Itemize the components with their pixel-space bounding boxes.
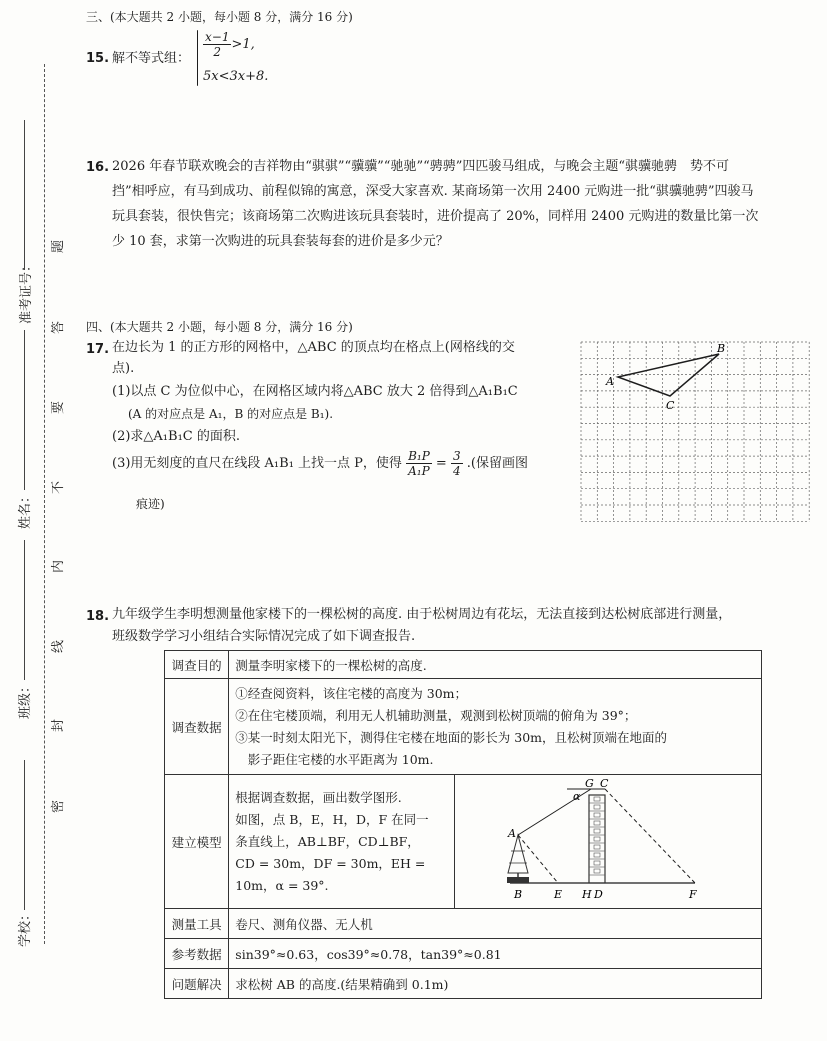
building-window <box>594 821 600 825</box>
triangle-abc <box>618 354 719 396</box>
tree-building-figure <box>455 775 753 905</box>
fraction-numerator: B₁P <box>408 449 430 463</box>
table-key: 测量工具 <box>165 909 229 939</box>
exam-id-label: 准考证号： <box>19 258 35 325</box>
question-number: 15. <box>86 51 110 66</box>
label-g: G <box>584 777 594 790</box>
data-item: 影子距住宅楼的水平距离为 10m. <box>235 751 434 767</box>
question-number: 16. <box>86 160 110 175</box>
seal-char: 线 <box>51 639 67 654</box>
label-h: H <box>581 888 592 901</box>
building-window <box>594 837 600 841</box>
section-4-header: 四、(本大题共 2 小题，每小题 8 分，满分 16 分) <box>86 320 353 334</box>
table-key: 调查数据 <box>165 679 229 775</box>
q17-part-3a: (3)用无刻度的直尺在线段 A₁B₁ 上找一点 P，使得 <box>112 456 402 471</box>
section-3-header: 三、(本大题共 2 小题，每小题 8 分，满分 16 分) <box>86 10 353 24</box>
class-line <box>24 540 25 680</box>
label-d: D <box>593 888 603 901</box>
data-item: ②在住宅楼顶端，利用无人机辅助测量，观测到松树顶端的俯角为 39°； <box>235 707 637 723</box>
label-a: A <box>507 827 516 840</box>
equals-sign: = <box>435 456 447 471</box>
seal-char: 内 <box>51 559 67 574</box>
seal-char: 密 <box>51 799 67 814</box>
label-e: E <box>553 888 562 901</box>
label-c: C <box>599 777 609 790</box>
building-window <box>594 853 600 857</box>
label-alpha: α <box>572 790 581 803</box>
grid-lines <box>581 342 809 521</box>
building-window <box>594 861 600 865</box>
model-line: CD = 30m，DF = 30m，EH = <box>235 855 426 871</box>
q15-prompt: 解不等式组： <box>112 51 191 66</box>
seal-char: 不 <box>51 480 67 495</box>
question-number: 17. <box>86 342 110 357</box>
data-item: ①经查阅资料，该住宅楼的高度为 30m； <box>235 685 468 701</box>
model-line: 10m，α = 39°. <box>235 877 329 893</box>
fraction-numerator: x−1 <box>205 30 230 44</box>
q16-line: 挡”相呼应，有马到成功、前程似锦的寓意，深受大家喜欢. 某商场第一次用 2400 元购进一批“骐骥驰骋”四骏马 <box>112 184 754 199</box>
q18-line-1: 九年级学生李明想测量他家楼下的一棵松树的高度. 由于松树周边有花坛，无法直接到达松树底部进行测量， <box>112 607 732 622</box>
q16-line: 玩具套装，很快售完；该商场第二次购进该玩具套装时，进价提高了 20%，同样用 2400 元购进的数量比第一次 <box>112 209 759 224</box>
table-value: 卷尺、测角仪器、无人机 <box>229 909 762 939</box>
flower-bed <box>507 877 529 883</box>
vertex-label-c: C <box>666 399 675 412</box>
fraction-denominator: 4 <box>452 464 461 478</box>
model-figure-cell <box>454 775 761 909</box>
sun-ray-cf <box>605 789 695 883</box>
model-line: 条直线上，AB⊥BF，CD⊥BF， <box>235 833 420 849</box>
q17-line-2: 点). <box>112 361 135 376</box>
inequality-1-rest: >1, <box>231 37 255 52</box>
q16-line: 少 10 套，求第一次购进的玩具套装每套的进价是多少元？ <box>112 234 449 249</box>
q16-text <box>112 154 822 254</box>
seal-dashed-line <box>44 64 45 944</box>
table-key: 建立模型 <box>165 775 229 909</box>
fraction <box>406 449 432 478</box>
model-line: 根据调查数据，画出数学图形. <box>235 789 402 805</box>
survey-report-table <box>164 650 762 999</box>
school-label: 学校： <box>18 907 34 948</box>
table-value: 求松树 AB 的高度.(结果精确到 0.1m) <box>229 969 762 999</box>
q16-line: 2026 年春节联欢晚会的吉祥物由“骐骐”“骥骥”“驰驰”“骋骋”四匹骏马组成，与晚会主题“骐骥驰骋 势不可 <box>112 159 730 174</box>
building <box>589 795 605 883</box>
school-line <box>24 760 25 910</box>
building-window <box>594 813 600 817</box>
fraction-denominator: 2 <box>213 45 222 59</box>
table-value: 测量李明家楼下的一棵松树的高度. <box>229 651 762 679</box>
seal-char: 答 <box>51 320 67 335</box>
seal-char: 封 <box>51 718 67 733</box>
class-label: 班级： <box>18 679 34 720</box>
vertex-label-a: A <box>606 375 614 388</box>
model-text-cell <box>229 775 455 909</box>
data-item: ③某一时刻太阳光下，测得住宅楼在地面的影长为 30m，且松树顶端在地面的 <box>235 729 668 745</box>
q17-part-3c: 痕迹) <box>136 497 165 511</box>
name-label: 姓名： <box>18 489 34 530</box>
building-window <box>594 805 600 809</box>
inequality-1 <box>203 30 255 59</box>
seal-char: 要 <box>51 400 67 415</box>
inequality-2: 5x<3x+8. <box>203 69 269 84</box>
q17-grid-figure <box>577 338 817 534</box>
tree-icon <box>508 835 528 873</box>
q17-part-1a: (1)以点 C 为位似中心，在网格区域内将△ABC 放大 2 倍得到△A₁B₁C <box>112 384 518 399</box>
q18-line-2: 班级数学学习小组结合实际情况完成了如下调查报告. <box>112 629 416 644</box>
table-value: sin39°≈0.63，cos39°≈0.78，tan39°≈0.81 <box>229 939 762 969</box>
seal-char: 题 <box>51 239 67 254</box>
fraction <box>451 449 463 478</box>
q17-part-2: (2)求△A₁B₁C 的面积. <box>112 429 240 444</box>
building-window <box>594 797 600 801</box>
building-window <box>594 845 600 849</box>
q17-line-1: 在边长为 1 的正方形的网格中，△ABC 的顶点均在格点上(网格线的交 <box>112 340 515 355</box>
model-line: 如图，点 B，E，H，D，F 在同一 <box>235 811 429 827</box>
system-brace <box>197 30 198 86</box>
table-key: 问题解决 <box>165 969 229 999</box>
name-line <box>24 330 25 490</box>
question-number: 18. <box>86 609 110 624</box>
exam-id-line <box>24 120 25 270</box>
building-windows <box>589 797 605 875</box>
table-key: 参考数据 <box>165 939 229 969</box>
q17-part-1b: (A 的对应点是 A₁，B 的对应点是 B₁). <box>128 407 334 421</box>
table-value <box>229 679 762 775</box>
fraction-numerator: 3 <box>452 449 461 463</box>
label-b: B <box>513 888 522 901</box>
fraction <box>203 30 231 59</box>
building-window <box>594 829 600 833</box>
label-f: F <box>688 888 697 901</box>
q17-part-3b: .(保留画图 <box>466 456 528 471</box>
table-key: 调查目的 <box>165 651 229 679</box>
vertex-label-b: B <box>717 342 726 355</box>
fraction-denominator: A₁P <box>408 464 430 478</box>
q17-part-3 <box>112 449 528 478</box>
building-window <box>594 869 600 873</box>
